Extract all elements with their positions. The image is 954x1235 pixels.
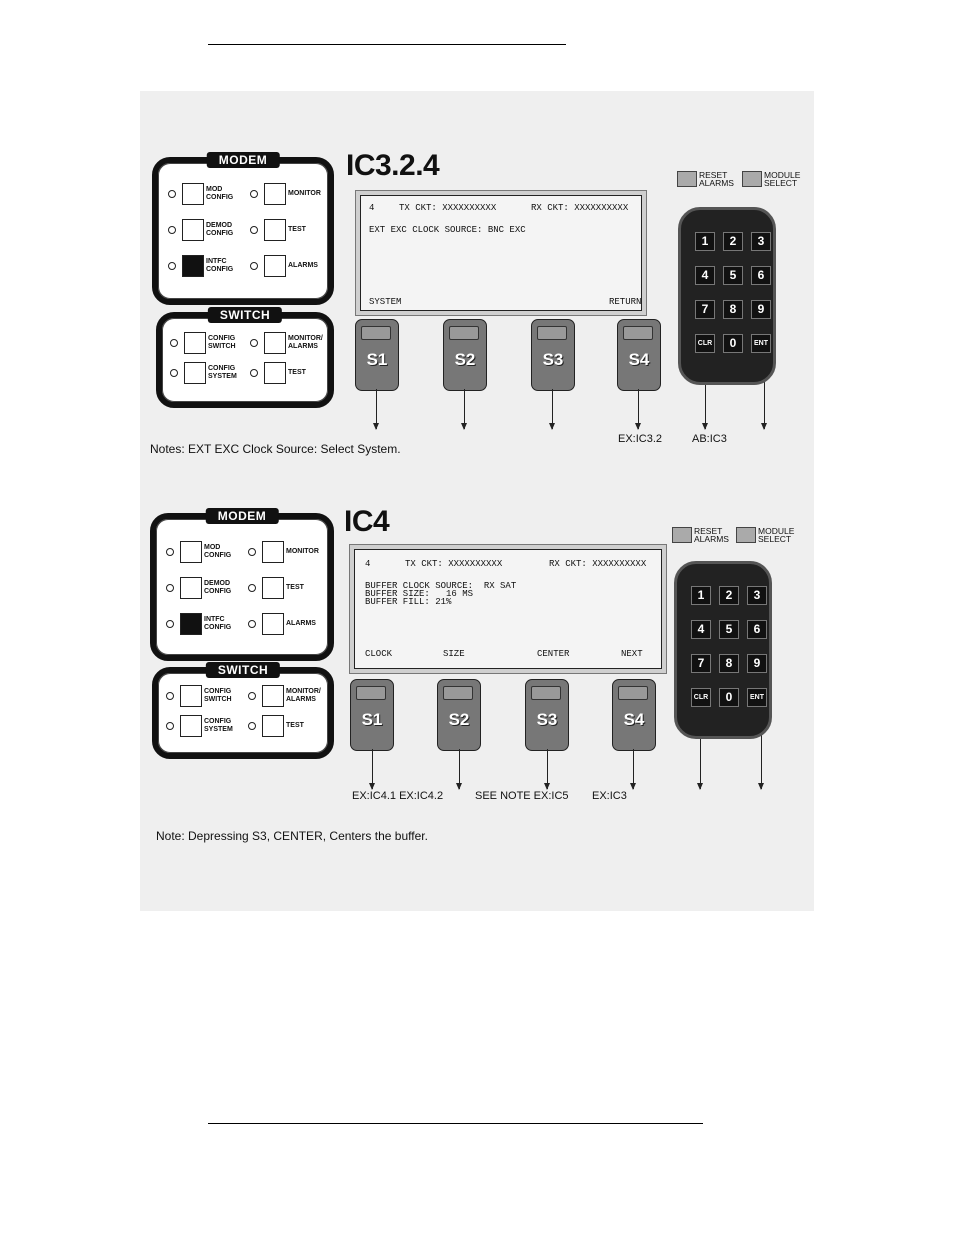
monitor-button[interactable]: MONITOR [250, 183, 321, 205]
led-indicator [168, 226, 176, 234]
led-indicator [250, 262, 258, 270]
config-system-button[interactable]: CONFIG SYSTEM [166, 715, 233, 737]
key-6[interactable]: 6 [751, 266, 771, 285]
demod-config-button[interactable]: DEMOD CONFIG [166, 577, 231, 599]
switch-panel [156, 308, 334, 408]
key-5[interactable]: 5 [719, 620, 739, 639]
softkey-s4[interactable]: S4 [612, 679, 656, 751]
key-8[interactable]: 8 [723, 300, 743, 319]
modem-panel-title: MODEM [206, 508, 279, 524]
switch-panel [152, 663, 334, 759]
intfc-config-button[interactable]: INTFC CONFIG [168, 255, 233, 277]
key-0[interactable]: 0 [719, 688, 739, 707]
keypad [678, 207, 776, 385]
key-8[interactable]: 8 [719, 654, 739, 673]
key-9[interactable]: 9 [751, 300, 771, 319]
key-3[interactable]: 3 [751, 232, 771, 251]
test-button[interactable]: TEST [250, 219, 306, 241]
led-indicator [168, 190, 176, 198]
key-4[interactable]: 4 [691, 620, 711, 639]
led-indicator [168, 262, 176, 270]
softkey-label-1: SYSTEM [369, 297, 402, 307]
arrow-s4 [633, 749, 634, 789]
key-ent[interactable]: ENT [751, 334, 771, 353]
arrow-s4 [638, 389, 639, 429]
key-1[interactable]: 1 [695, 232, 715, 251]
section-title: IC3.2.4 [346, 149, 440, 182]
switch-test-button[interactable]: TEST [248, 715, 304, 737]
monitor-alarms-button[interactable]: MONITOR/ ALARMS [250, 332, 323, 354]
softkey-s1[interactable]: S1 [350, 679, 394, 751]
demod-config-button[interactable]: DEMOD CONFIG [168, 219, 233, 241]
arrow-s1 [372, 749, 373, 789]
arrow-s3 [547, 749, 548, 789]
scanned-figure [140, 91, 814, 911]
annotation-clr: AB:IC3 [692, 433, 727, 445]
diagram-ic4 [140, 505, 814, 905]
softkey-label-4: NEXT [621, 649, 643, 659]
header-rule [208, 44, 566, 45]
softkey-s2[interactable]: S2 [437, 679, 481, 751]
softkey-s1[interactable]: S1 [355, 319, 399, 391]
annotation-s3: SEE NOTE EX:IC5 [475, 790, 569, 802]
monitor-alarms-button[interactable]: MONITOR/ ALARMS [248, 685, 321, 707]
key-ent[interactable]: ENT [747, 688, 767, 707]
modem-panel [152, 153, 334, 305]
note-text: Notes: EXT EXC Clock Source: Select System. [150, 442, 401, 456]
softkey-label-1: CLOCK [365, 649, 393, 659]
config-switch-button[interactable]: CONFIG SWITCH [170, 332, 236, 354]
arrow-s3 [552, 389, 553, 429]
softkey-label-4: RETURN [609, 297, 642, 307]
footer-rule [208, 1123, 703, 1124]
alarms-button[interactable]: ALARMS [248, 613, 316, 635]
annotation-s4: EX:IC3.2 [618, 433, 663, 445]
switch-panel-title: SWITCH [208, 307, 282, 323]
module-select-button[interactable]: MODULE SELECT [742, 171, 800, 187]
switch-panel-title: SWITCH [206, 662, 280, 678]
annotation-s4: EX:IC3 [592, 790, 627, 802]
monitor-button[interactable]: MONITOR [248, 541, 319, 563]
softkey-s3[interactable]: S3 [531, 319, 575, 391]
led-indicator [250, 190, 258, 198]
lcd-display: 4 TX CKT: XXXXXXXXXX RX CKT: XXXXXXXXXX BUFFER CLOCK SOURCE: RX SAT BUFFER SIZE: 16 MS BUFFER FILL: 21% CLOCK SIZE CENTER NEXT [354, 549, 662, 669]
softkey-label-2: SIZE [443, 649, 465, 659]
led-indicator [250, 226, 258, 234]
arrow-s2 [459, 749, 460, 789]
section-title: IC4 [344, 505, 390, 538]
key-clr[interactable]: CLR [691, 688, 711, 707]
key-9[interactable]: 9 [747, 654, 767, 673]
keypad [674, 561, 772, 739]
modem-panel [150, 509, 334, 661]
arrow-s1 [376, 389, 377, 429]
annotation-s1: EX:IC4.1 EX:IC4.2 [352, 790, 444, 802]
key-clr[interactable]: CLR [695, 334, 715, 353]
softkey-s3[interactable]: S3 [525, 679, 569, 751]
key-1[interactable]: 1 [691, 586, 711, 605]
mod-config-button[interactable]: MOD CONFIG [168, 183, 233, 205]
key-2[interactable]: 2 [719, 586, 739, 605]
reset-alarms-button[interactable]: RESET ALARMS [672, 527, 729, 543]
module-select-button[interactable]: MODULE SELECT [736, 527, 794, 543]
config-system-button[interactable]: CONFIG SYSTEM [170, 362, 237, 384]
alarms-button[interactable]: ALARMS [250, 255, 318, 277]
switch-test-button[interactable]: TEST [250, 362, 306, 384]
key-2[interactable]: 2 [723, 232, 743, 251]
key-5[interactable]: 5 [723, 266, 743, 285]
key-7[interactable]: 7 [695, 300, 715, 319]
arrow-s2 [464, 389, 465, 429]
lcd-display: 4 TX CKT: XXXXXXXXXX RX CKT: XXXXXXXXXX EXT EXC CLOCK SOURCE: BNC EXC SYSTEM RETURN [360, 195, 642, 311]
key-6[interactable]: 6 [747, 620, 767, 639]
key-4[interactable]: 4 [695, 266, 715, 285]
intfc-config-button[interactable]: INTFC CONFIG [166, 613, 231, 635]
mod-config-button[interactable]: MOD CONFIG [166, 541, 231, 563]
key-0[interactable]: 0 [723, 334, 743, 353]
diagram-ic3-2-4 [140, 91, 814, 491]
softkey-s4[interactable]: S4 [617, 319, 661, 391]
modem-panel-title: MODEM [207, 152, 280, 168]
key-3[interactable]: 3 [747, 586, 767, 605]
test-button[interactable]: TEST [248, 577, 304, 599]
arrow-ent [761, 727, 762, 789]
note-text: Note: Depressing S3, CENTER, Centers the buffer. [156, 829, 428, 843]
softkey-s2[interactable]: S2 [443, 319, 487, 391]
softkey-label-3: CENTER [537, 649, 570, 659]
key-7[interactable]: 7 [691, 654, 711, 673]
config-switch-button[interactable]: CONFIG SWITCH [166, 685, 232, 707]
reset-alarms-button[interactable]: RESET ALARMS [677, 171, 734, 187]
